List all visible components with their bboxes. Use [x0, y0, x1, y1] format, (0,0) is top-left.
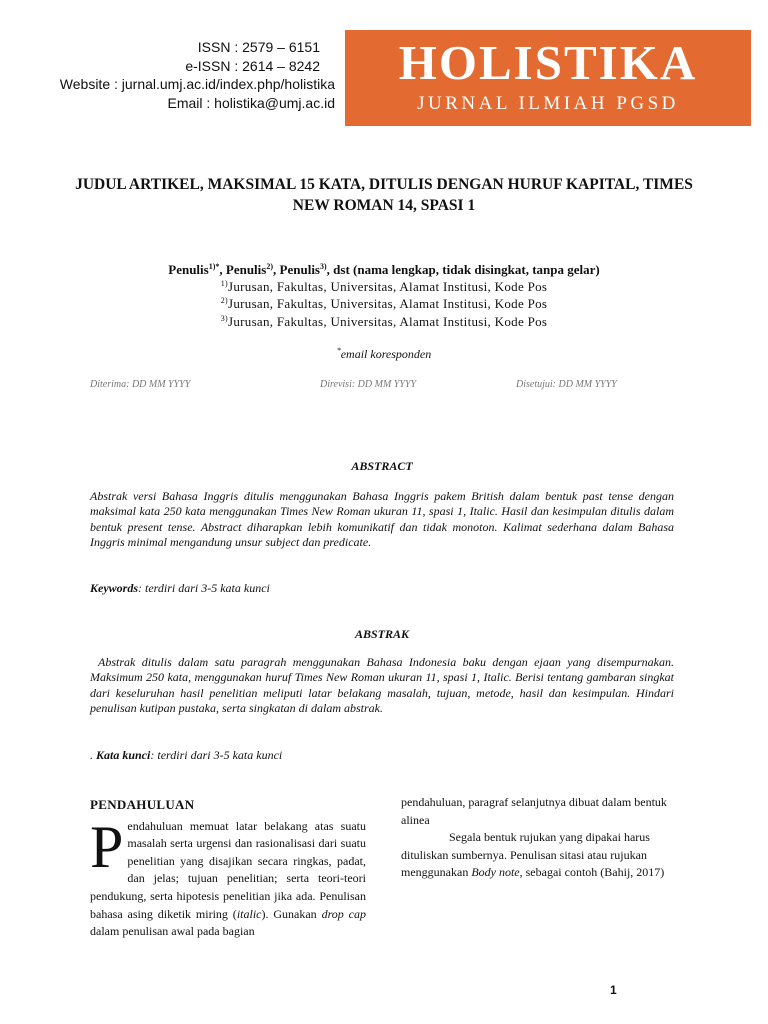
email-note-text: email koresponden — [340, 347, 432, 361]
paragraph-text: dalam penulisan awal pada bagian — [90, 924, 255, 939]
paragraph-italic: Body note — [471, 865, 520, 880]
affiliation-line — [60, 314, 708, 330]
date-received: Diterima: DD MM YYYY — [90, 379, 191, 390]
citation-paragraph — [401, 829, 677, 882]
author-note: , dst (nama lengkap, tidak disingkat, tanpa gelar) — [326, 262, 600, 277]
journal-logo-title: HOLISTIKA — [398, 35, 698, 90]
affiliation-line — [60, 296, 708, 312]
kata-kunci-line — [90, 748, 674, 763]
author-name: , Penulis — [273, 262, 320, 277]
kata-kunci-label: Kata kunci — [96, 748, 151, 762]
affiliation-text: Jurusan, Fakultas, Universitas, Alamat Institusi, Kode Pos — [227, 314, 548, 329]
affiliation-text: Jurusan, Fakultas, Universitas, Alamat Institusi, Kode Pos — [227, 296, 548, 311]
author-line — [60, 262, 708, 278]
website-text: Website : jurnal.umj.ac.id/index.php/holistika — [59, 76, 335, 92]
kata-kunci-text: : terdiri dari 3-5 kata kunci — [150, 748, 283, 762]
abstrak-heading: ABSTRAK — [354, 627, 410, 641]
left-column — [90, 796, 366, 941]
author-mark: 1)* — [208, 262, 220, 271]
article-title: JUDUL ARTIKEL, MAKSIMAL 15 KATA, DITULIS DENGAN HURUF KAPITAL, TIMES NEW ROMAN 14, SPASI 1 — [75, 176, 693, 214]
abstract-body: Abstrak versi Bahasa Inggris ditulis menggunakan Bahasa Inggris pakem British dalam bentuk past tense dengan maksimal kata 250 kata menggunakan Times New Roman ukuran 11, spasi 1, Italic. Hasil dan kesimpulan ditulis dalam bentuk present tense. Abstract diharapkan lebih komunikatif dan tidak monoton. Kalimat sederhana dalam Bahasa Inggris minimal mengandung unsur subject dan predicate. — [90, 489, 674, 549]
affiliation-mark: 3) — [220, 314, 228, 323]
right-column — [401, 794, 677, 882]
corresponding-email-note — [60, 347, 708, 362]
author-mark: 2) — [266, 262, 274, 271]
abstrak-body: Abstrak ditulis dalam satu paragrah menggunakan Bahasa Indonesia baku dengan ejaan yang disempurnakan. Maksimum 250 kata, menggunakan huruf Times New Roman ukuran 11, spasi 1, Italic. Berisi tentang gambaran singkat dari keseluruhan hasil penelitian meliputi latar belakang masalah, tujuan, metode, hasil dan kesimpulan. Hindari penulisan kutipan pustaka, serta singkatan di dalam abstrak. — [90, 655, 674, 715]
email-text: Email : holistika@umj.ac.id — [167, 94, 335, 111]
intro-paragraph — [90, 813, 366, 941]
affiliation-text: Jurusan, Fakultas, Universitas, Alamat Institusi, Kode Pos — [227, 279, 548, 294]
author-mark: 3) — [320, 262, 327, 271]
page-number: 1 — [610, 983, 617, 997]
journal-logo-subtitle: JURNAL ILMIAH PGSD — [417, 93, 679, 114]
keywords-text: : terdiri dari 3-5 kata kunci — [138, 581, 270, 595]
journal-masthead — [345, 30, 751, 126]
date-accepted: Disetujui: DD MM YYYY — [516, 379, 617, 390]
kata-kunci-prefix: . — [90, 748, 96, 762]
affiliation-line — [60, 279, 708, 295]
author-name: Penulis — [168, 262, 209, 277]
paragraph-italic: drop cap — [321, 906, 366, 921]
keywords-label: Keywords — [90, 581, 138, 595]
drop-cap: P — [90, 813, 124, 880]
paragraph-text: , sebagai contoh (Bahij, 2017) — [519, 865, 665, 880]
journal-info — [20, 38, 335, 112]
paragraph-text: Segala bentuk rujukan yang dipakai harus dituliskan sumbernya. Penulisan sitasi atau rujukan menggunakan — [401, 830, 650, 880]
affiliation-mark: 1) — [220, 279, 228, 288]
email-mark: * — [336, 346, 341, 355]
abstract-heading: ABSTRACT — [351, 459, 413, 473]
section-heading: PENDAHULUAN — [90, 797, 195, 812]
issn-text: ISSN : 2579 – 6151 — [197, 39, 320, 55]
keywords-line — [90, 581, 674, 596]
eissn-text: e-ISSN : 2614 – 8242 — [185, 57, 320, 74]
paragraph-italic: italic — [236, 906, 262, 921]
paragraph-text: ). Gunakan — [261, 906, 322, 921]
affiliation-mark: 2) — [220, 296, 228, 305]
continued-paragraph: pendahuluan, paragraf selanjutnya dibuat dalam bentuk alinea — [401, 795, 667, 827]
date-revised: Direvisi: DD MM YYYY — [320, 379, 417, 390]
author-name: , Penulis — [219, 262, 267, 277]
paragraph-text: endahuluan memuat latar belakang atas suatu masalah serta urgensi dan rasionalisasi dari suatu penelitian yang disajikan secara ringkas, padat, dan jelas; tujuan penelitian; serta teori-teori pendukung, serta hipotesis penelitian jika ada. Penulisan bahasa asing diketik miring ( — [90, 818, 366, 921]
